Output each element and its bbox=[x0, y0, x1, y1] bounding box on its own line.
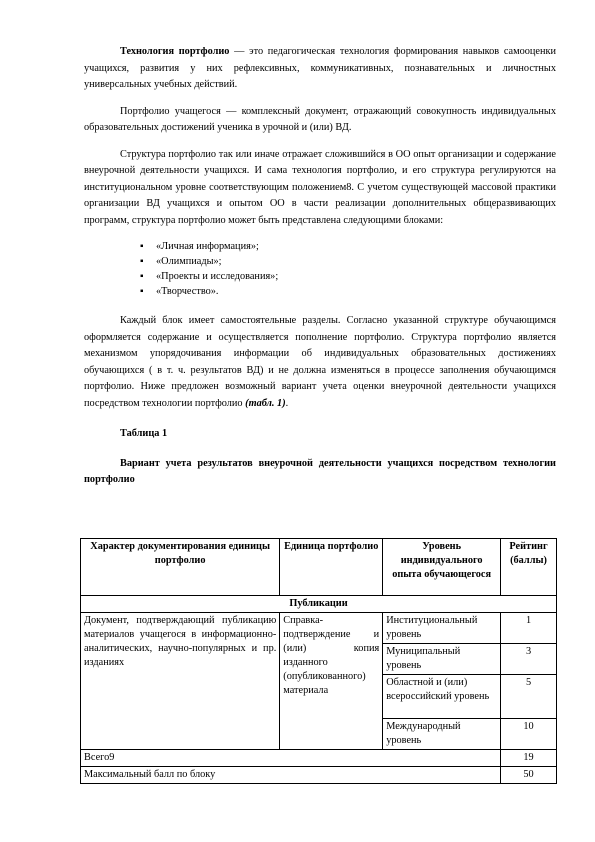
document-page bbox=[84, 44, 556, 489]
portfolio-structure-paragraph: Структура портфолио так или иначе отражает сложившийся в ОО опыт организации и содержание внеурочной деятельности учащихся. И сама технология портфолио, и его структура регулируются на институциональном уровне соответствующим положением8. С учетом существующей массовой практики организации ВД учащихся и опытом ОО в части реализации дополнительных общеразвивающих программ, структура портфолио может быть представлена следующими блоками: bbox=[84, 148, 556, 226]
total-value: 19 bbox=[501, 750, 557, 767]
score-cell: 5 bbox=[501, 675, 557, 719]
list-item: ▪ «Олимпиады»; bbox=[156, 254, 556, 269]
blocks-description-paragraph bbox=[84, 313, 556, 412]
table-caption: Таблица 1 bbox=[120, 428, 168, 439]
table-max-row bbox=[81, 767, 557, 784]
unit-cell: Справка-подтверждение и (или) копия изданного (опубликованного) материала bbox=[280, 613, 383, 750]
table-row bbox=[81, 613, 557, 644]
level-cell: Институциональный уровень bbox=[383, 613, 501, 644]
header-unit: Единица портфолио bbox=[280, 539, 383, 596]
score-cell: 10 bbox=[501, 719, 557, 750]
level-cell: Муниципальный уровень bbox=[383, 644, 501, 675]
table-reference: (табл. 1) bbox=[245, 397, 286, 409]
section-publications: Публикации bbox=[81, 596, 557, 613]
table-header-row bbox=[81, 539, 557, 596]
score-cell: 3 bbox=[501, 644, 557, 675]
blocks-description-end: . bbox=[285, 397, 289, 409]
intro-paragraph bbox=[84, 44, 556, 94]
header-rating: Рейтинг (баллы) bbox=[501, 539, 557, 596]
intro-term: Технология портфолио bbox=[120, 46, 230, 57]
blocks-list bbox=[84, 239, 556, 299]
doc-type-cell: Документ, подтверждающий публикацию материалов учащегося в информационно-аналитических, научно-популярных и пр. изданиях bbox=[81, 613, 280, 750]
list-item: ▪ «Творчество». bbox=[156, 284, 556, 299]
portfolio-definition-paragraph: Портфолио учащегося — комплексный документ, отражающий совокупность индивидуальных образовательных достижений ученика в урочной и (или) ВД. bbox=[84, 105, 556, 133]
intro-text: — это педагогическая технология формирования навыков самооценки учащихся, развития у них рефлексивных, коммуникативных, познавательных и личностных универсальных учебных действий. bbox=[84, 46, 556, 90]
header-level: Уровень индивидуального опыта обучающегося bbox=[383, 539, 501, 596]
results-table bbox=[80, 538, 557, 784]
max-value: 50 bbox=[501, 767, 557, 784]
level-cell: Областной и (или) всероссийский уровень bbox=[383, 675, 501, 719]
blocks-description-text: Каждый блок имеет самостоятельные разделы. Согласно указанной структуре обучающимся оформляется содержание и осуществляется пополнение портфолио. Структура портфолио является механизмом упорядочивания информации об индивидуальных образовательных достижениях обучающихся ( в т. ч. результатов ВД) и не должна изменяться в процессе заполнения обучающимся портфолио. Ниже предложен возможный вариант учета оценки внеурочной деятельности учащихся посредством технологии портфолио bbox=[84, 315, 556, 409]
max-label: Максимальный балл по блоку bbox=[81, 767, 501, 784]
total-label: Всего9 bbox=[81, 750, 501, 767]
header-doc-type: Характер документирования единицы портфолио bbox=[81, 539, 280, 596]
table-section-row bbox=[81, 596, 557, 613]
list-item: ▪ «Проекты и исследования»; bbox=[156, 269, 556, 284]
level-cell: Международный уровень bbox=[383, 719, 501, 750]
table-total-row bbox=[81, 750, 557, 767]
table-title: Вариант учета результатов внеурочной деятельности учащихся посредством технологии портфолио bbox=[84, 457, 556, 485]
list-item: ▪ «Личная информация»; bbox=[156, 239, 556, 254]
score-cell: 1 bbox=[501, 613, 557, 644]
